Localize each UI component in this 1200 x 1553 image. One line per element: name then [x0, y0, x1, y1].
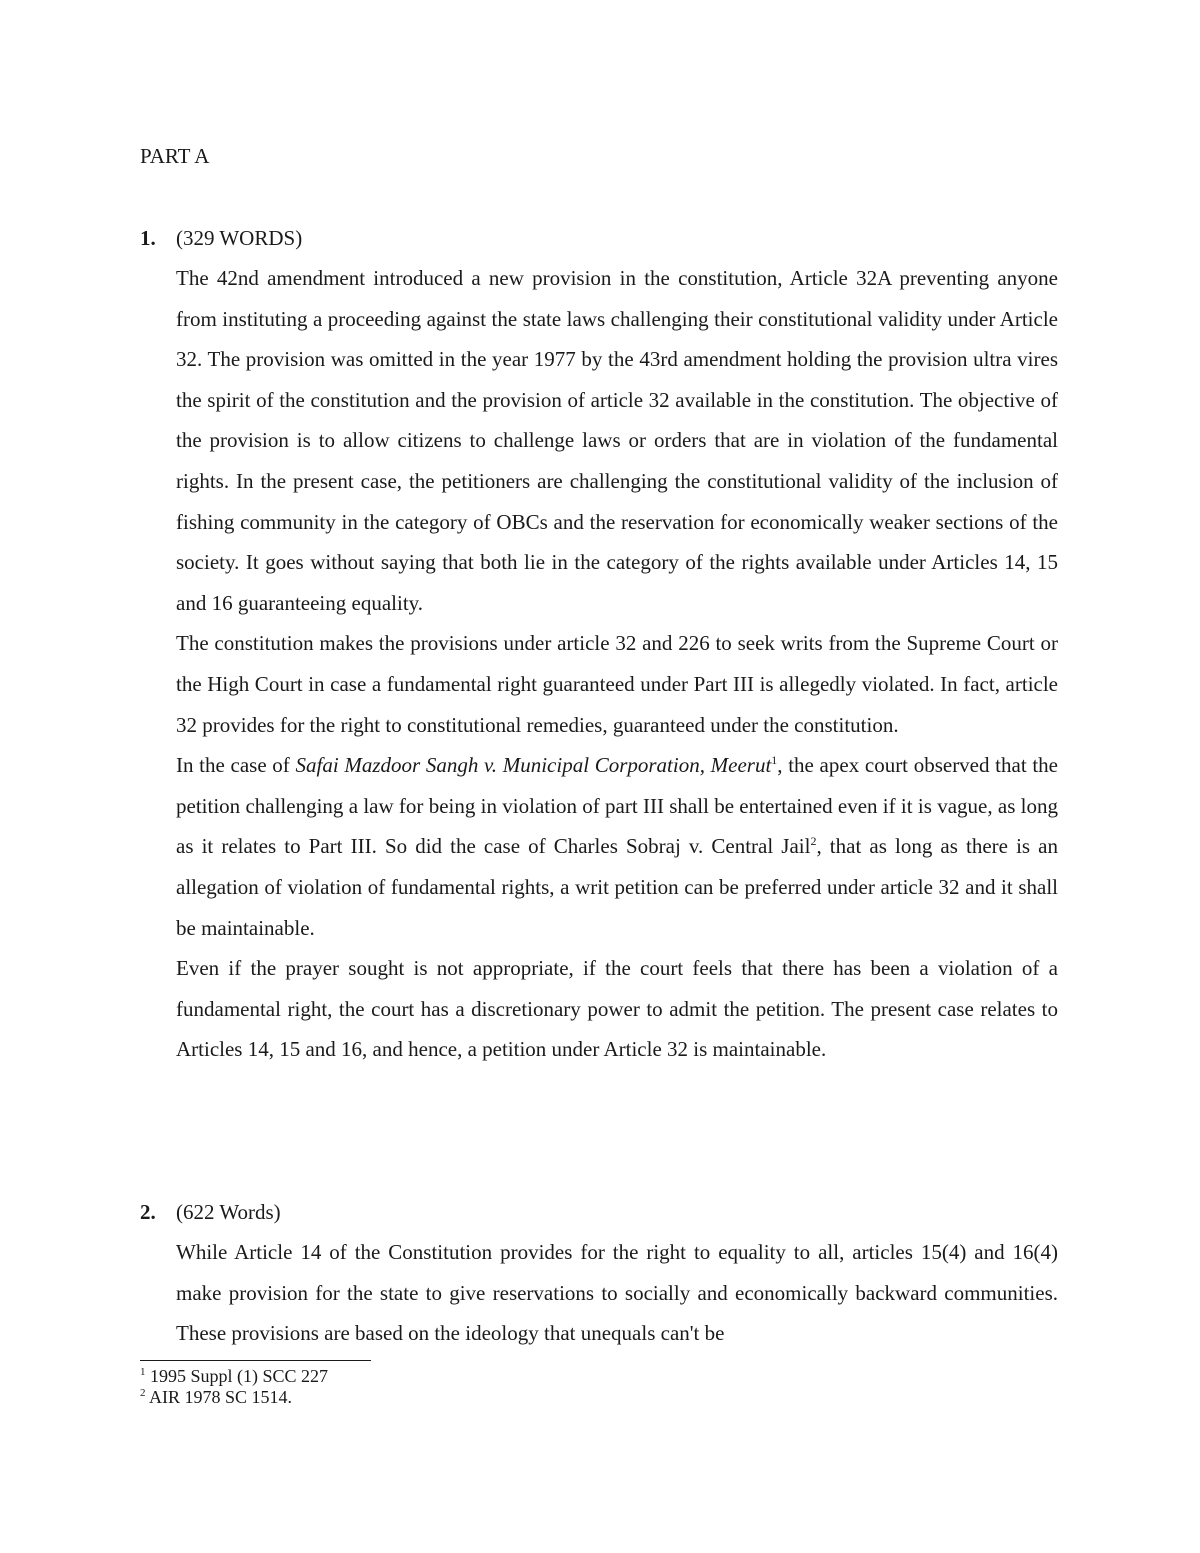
answer-paragraph: The 42nd amendment introduced a new provision in the constitution, Article 32A preventing anyone from instituting a proceeding against the state laws challenging their constitutional validity under Article 32. The provision was omitted in the year 1977 by the 43rd amendment holding the provision ultra vires the spirit of the constitution and the provision of article 32 available in the constitution. The objective of the provision is to allow citizens to challenge laws or orders that are in violation of the fundamental rights. In the present case, the petitioners are challenging the constitutional validity of the inclusion of fishing community in the category of OBCs and the reservation for economically weaker sections of the society. It goes without saying that both lie in the category of the rights available under Articles 14, 15 and 16 guaranteeing equality. — [176, 266, 1058, 615]
footnote-text: AIR 1978 SC 1514. — [145, 1387, 293, 1407]
word-count: (622 Words) — [176, 1200, 281, 1224]
question-number: 1. — [140, 226, 156, 250]
part-heading: PART A — [140, 144, 210, 168]
word-count: (329 WORDS) — [176, 226, 303, 250]
paragraph-text: , that as long as there is an allegation of violation of fundamental rights, a writ petition can be preferred under article 32 and it shall be maintainable. — [176, 834, 1058, 940]
paragraph-text: , the apex court observed that the petition challenging a law for being in violation of part III shall be entertained even if it is vague, as long as it relates to Part III. So did the case of Charles Sobraj v. Central Jail — [176, 753, 1058, 859]
answer-paragraph: While Article 14 of the Constitution provides for the right to equality to all, articles 15(4) and 16(4) make provision for the state to give reservations to socially and economically backward communities. These provisions are based on the ideology that unequals can't be — [176, 1240, 1058, 1346]
answer-paragraph — [176, 745, 1058, 948]
question-2-header — [140, 1196, 281, 1228]
footnote-ref: 1 — [771, 753, 778, 768]
answer-paragraph: Even if the prayer sought is not appropriate, if the court feels that there has been a violation of a fundamental right, the court has a discretionary power to admit the petition. The present case relates to Articles 14, 15 and 16, and hence, a petition under Article 32 is maintainable. — [176, 956, 1058, 1062]
paragraph-text: In the case of — [176, 753, 296, 778]
question-2-answer — [176, 1232, 1058, 1354]
footnote-marker: 2 — [140, 1387, 146, 1399]
case-citation: Safai Mazdoor Sangh v. Municipal Corporation, Meerut — [295, 753, 772, 778]
footnote-1 — [140, 1366, 328, 1387]
footnote-2 — [140, 1387, 328, 1408]
question-1-header — [140, 222, 302, 254]
footnote-separator — [140, 1360, 371, 1361]
question-1-answer — [176, 258, 1058, 1070]
footnotes — [140, 1366, 328, 1408]
footnote-marker: 1 — [140, 1366, 146, 1378]
footnote-text: 1995 Suppl (1) SCC 227 — [145, 1366, 329, 1386]
answer-paragraph: The constitution makes the provisions under article 32 and 226 to seek writs from the Supreme Court or the High Court in case a fundamental right guaranteed under Part III is allegedly violated. In fact, article 32 provides for the right to constitutional remedies, guaranteed under the constitution. — [176, 631, 1058, 737]
question-number: 2. — [140, 1200, 156, 1224]
footnote-ref: 2 — [810, 834, 817, 849]
